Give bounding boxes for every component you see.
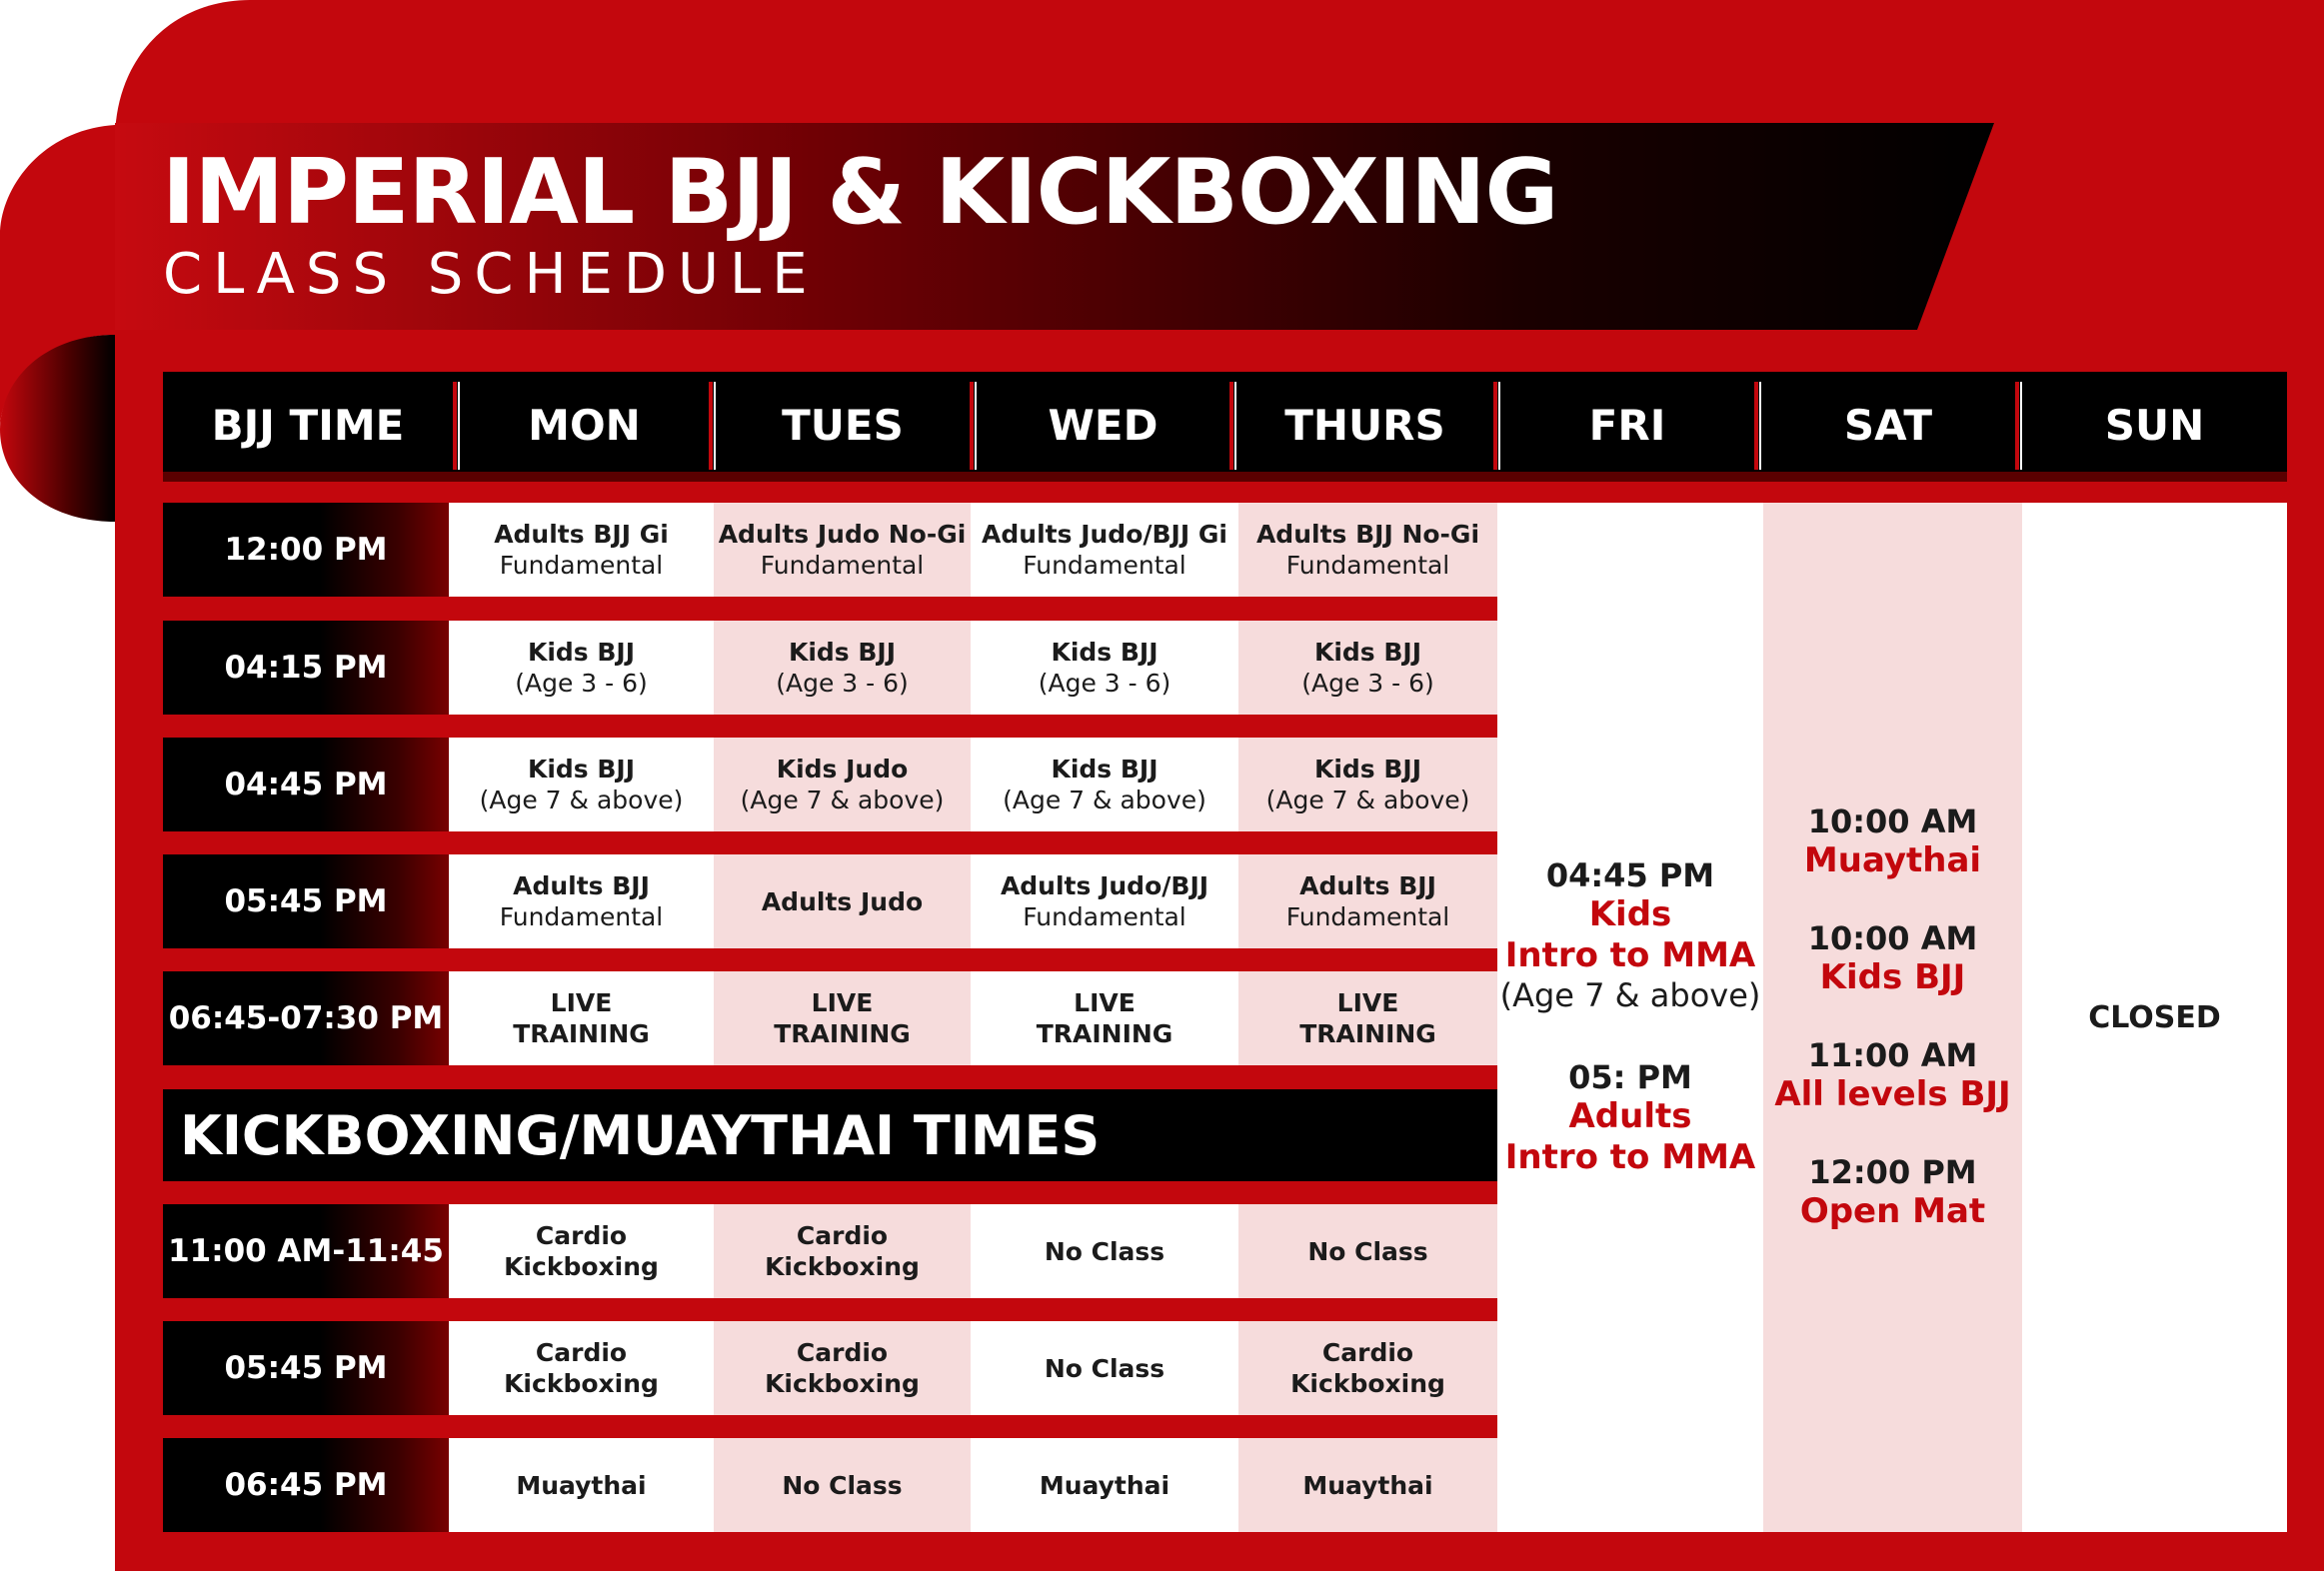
header-bjj-time: BJJ TIME <box>211 401 405 450</box>
saturday-class: Kids BJJ <box>1819 957 1966 997</box>
page-subtitle: CLASS SCHEDULE <box>163 242 819 307</box>
class-cell: Kids BJJ (Age 3 - 6) <box>1238 621 1497 715</box>
header-wed: WED <box>1048 401 1159 450</box>
class-cell: Adults Judo <box>714 854 971 948</box>
class-cell: LIVE TRAINING <box>971 971 1238 1065</box>
class-cell: Kids BJJ (Age 3 - 6) <box>971 621 1238 715</box>
class-cell: Adults BJJ Gi Fundamental <box>449 503 714 597</box>
class-cell: Adults BJJ Fundamental <box>1238 854 1497 948</box>
friday-class: Adults <box>1568 1096 1692 1136</box>
friday-time: 05: PM <box>1568 1058 1692 1096</box>
class-cell: Kids BJJ (Age 7 & above) <box>971 738 1238 831</box>
class-cell: Adults Judo No-Gi Fundamental <box>714 503 971 597</box>
class-cell: Adults BJJ Fundamental <box>449 854 714 948</box>
time-cell: 12:00 PM <box>163 503 449 597</box>
saturday-time: 12:00 PM <box>1808 1153 1977 1191</box>
saturday-class: All levels BJJ <box>1774 1074 2011 1114</box>
class-cell: LIVE TRAINING <box>714 971 971 1065</box>
class-cell: Adults BJJ No-Gi Fundamental <box>1238 503 1497 597</box>
class-cell: Cardio Kickboxing <box>449 1321 714 1415</box>
time-cell: 04:45 PM <box>163 738 449 831</box>
class-cell: Kids BJJ (Age 3 - 6) <box>714 621 971 715</box>
class-cell: Muaythai <box>449 1438 714 1532</box>
header-sat: SAT <box>1843 401 1933 450</box>
header-sun: SUN <box>2104 401 2205 450</box>
sunday-column <box>2022 503 2287 1532</box>
class-cell: Muaythai <box>1238 1438 1497 1532</box>
class-cell: Cardio Kickboxing <box>1238 1321 1497 1415</box>
kickboxing-section-title: KICKBOXING/MUAYTHAI TIMES <box>163 1089 1497 1181</box>
saturday-class: Muaythai <box>1803 840 1982 880</box>
friday-class: Intro to MMA <box>1504 1137 1756 1177</box>
header-tues: TUES <box>782 401 904 450</box>
class-cell: Kids BJJ (Age 7 & above) <box>449 738 714 831</box>
time-cell: 05:45 PM <box>163 854 449 948</box>
time-cell: 06:45-07:30 PM <box>163 971 449 1065</box>
saturday-column <box>1763 503 2022 1532</box>
saturday-class: Open Mat <box>1799 1191 1986 1231</box>
class-cell: Cardio Kickboxing <box>449 1204 714 1298</box>
class-cell: Adults Judo/BJJ Fundamental <box>971 854 1238 948</box>
class-cell: Kids BJJ (Age 3 - 6) <box>449 621 714 715</box>
class-cell: Muaythai <box>971 1438 1238 1532</box>
friday-note: (Age 7 & above) <box>1499 976 1761 1014</box>
class-cell: Adults Judo/BJJ Gi Fundamental <box>971 503 1238 597</box>
page-title: IMPERIAL BJJ & KICKBOXING <box>162 140 1558 245</box>
class-cell: No Class <box>971 1321 1238 1415</box>
class-cell: No Class <box>714 1438 971 1532</box>
class-cell: LIVE TRAINING <box>1238 971 1497 1065</box>
friday-column <box>1497 503 1763 1532</box>
time-cell: 05:45 PM <box>163 1321 449 1415</box>
class-cell: No Class <box>1238 1204 1497 1298</box>
time-cell: 04:15 PM <box>163 621 449 715</box>
saturday-time: 10:00 AM <box>1807 802 1978 840</box>
class-cell: LIVE TRAINING <box>449 971 714 1065</box>
saturday-time: 11:00 AM <box>1807 1036 1978 1074</box>
friday-class: Kids <box>1588 894 1672 934</box>
header-fri: FRI <box>1588 401 1666 450</box>
class-cell: Cardio Kickboxing <box>714 1321 971 1415</box>
time-cell: 11:00 AM-11:45 <box>163 1204 449 1298</box>
friday-class: Intro to MMA <box>1504 935 1756 975</box>
class-cell: Kids BJJ (Age 7 & above) <box>1238 738 1497 831</box>
class-cell: Cardio Kickboxing <box>714 1204 971 1298</box>
header-mon: MON <box>528 401 641 450</box>
time-cell: 06:45 PM <box>163 1438 449 1532</box>
class-cell: Kids Judo (Age 7 & above) <box>714 738 971 831</box>
friday-time: 04:45 PM <box>1545 856 1715 894</box>
class-cell: No Class <box>971 1204 1238 1298</box>
sunday-closed: CLOSED <box>2088 999 2221 1035</box>
header-thurs: THURS <box>1284 401 1445 450</box>
saturday-time: 10:00 AM <box>1807 919 1978 957</box>
